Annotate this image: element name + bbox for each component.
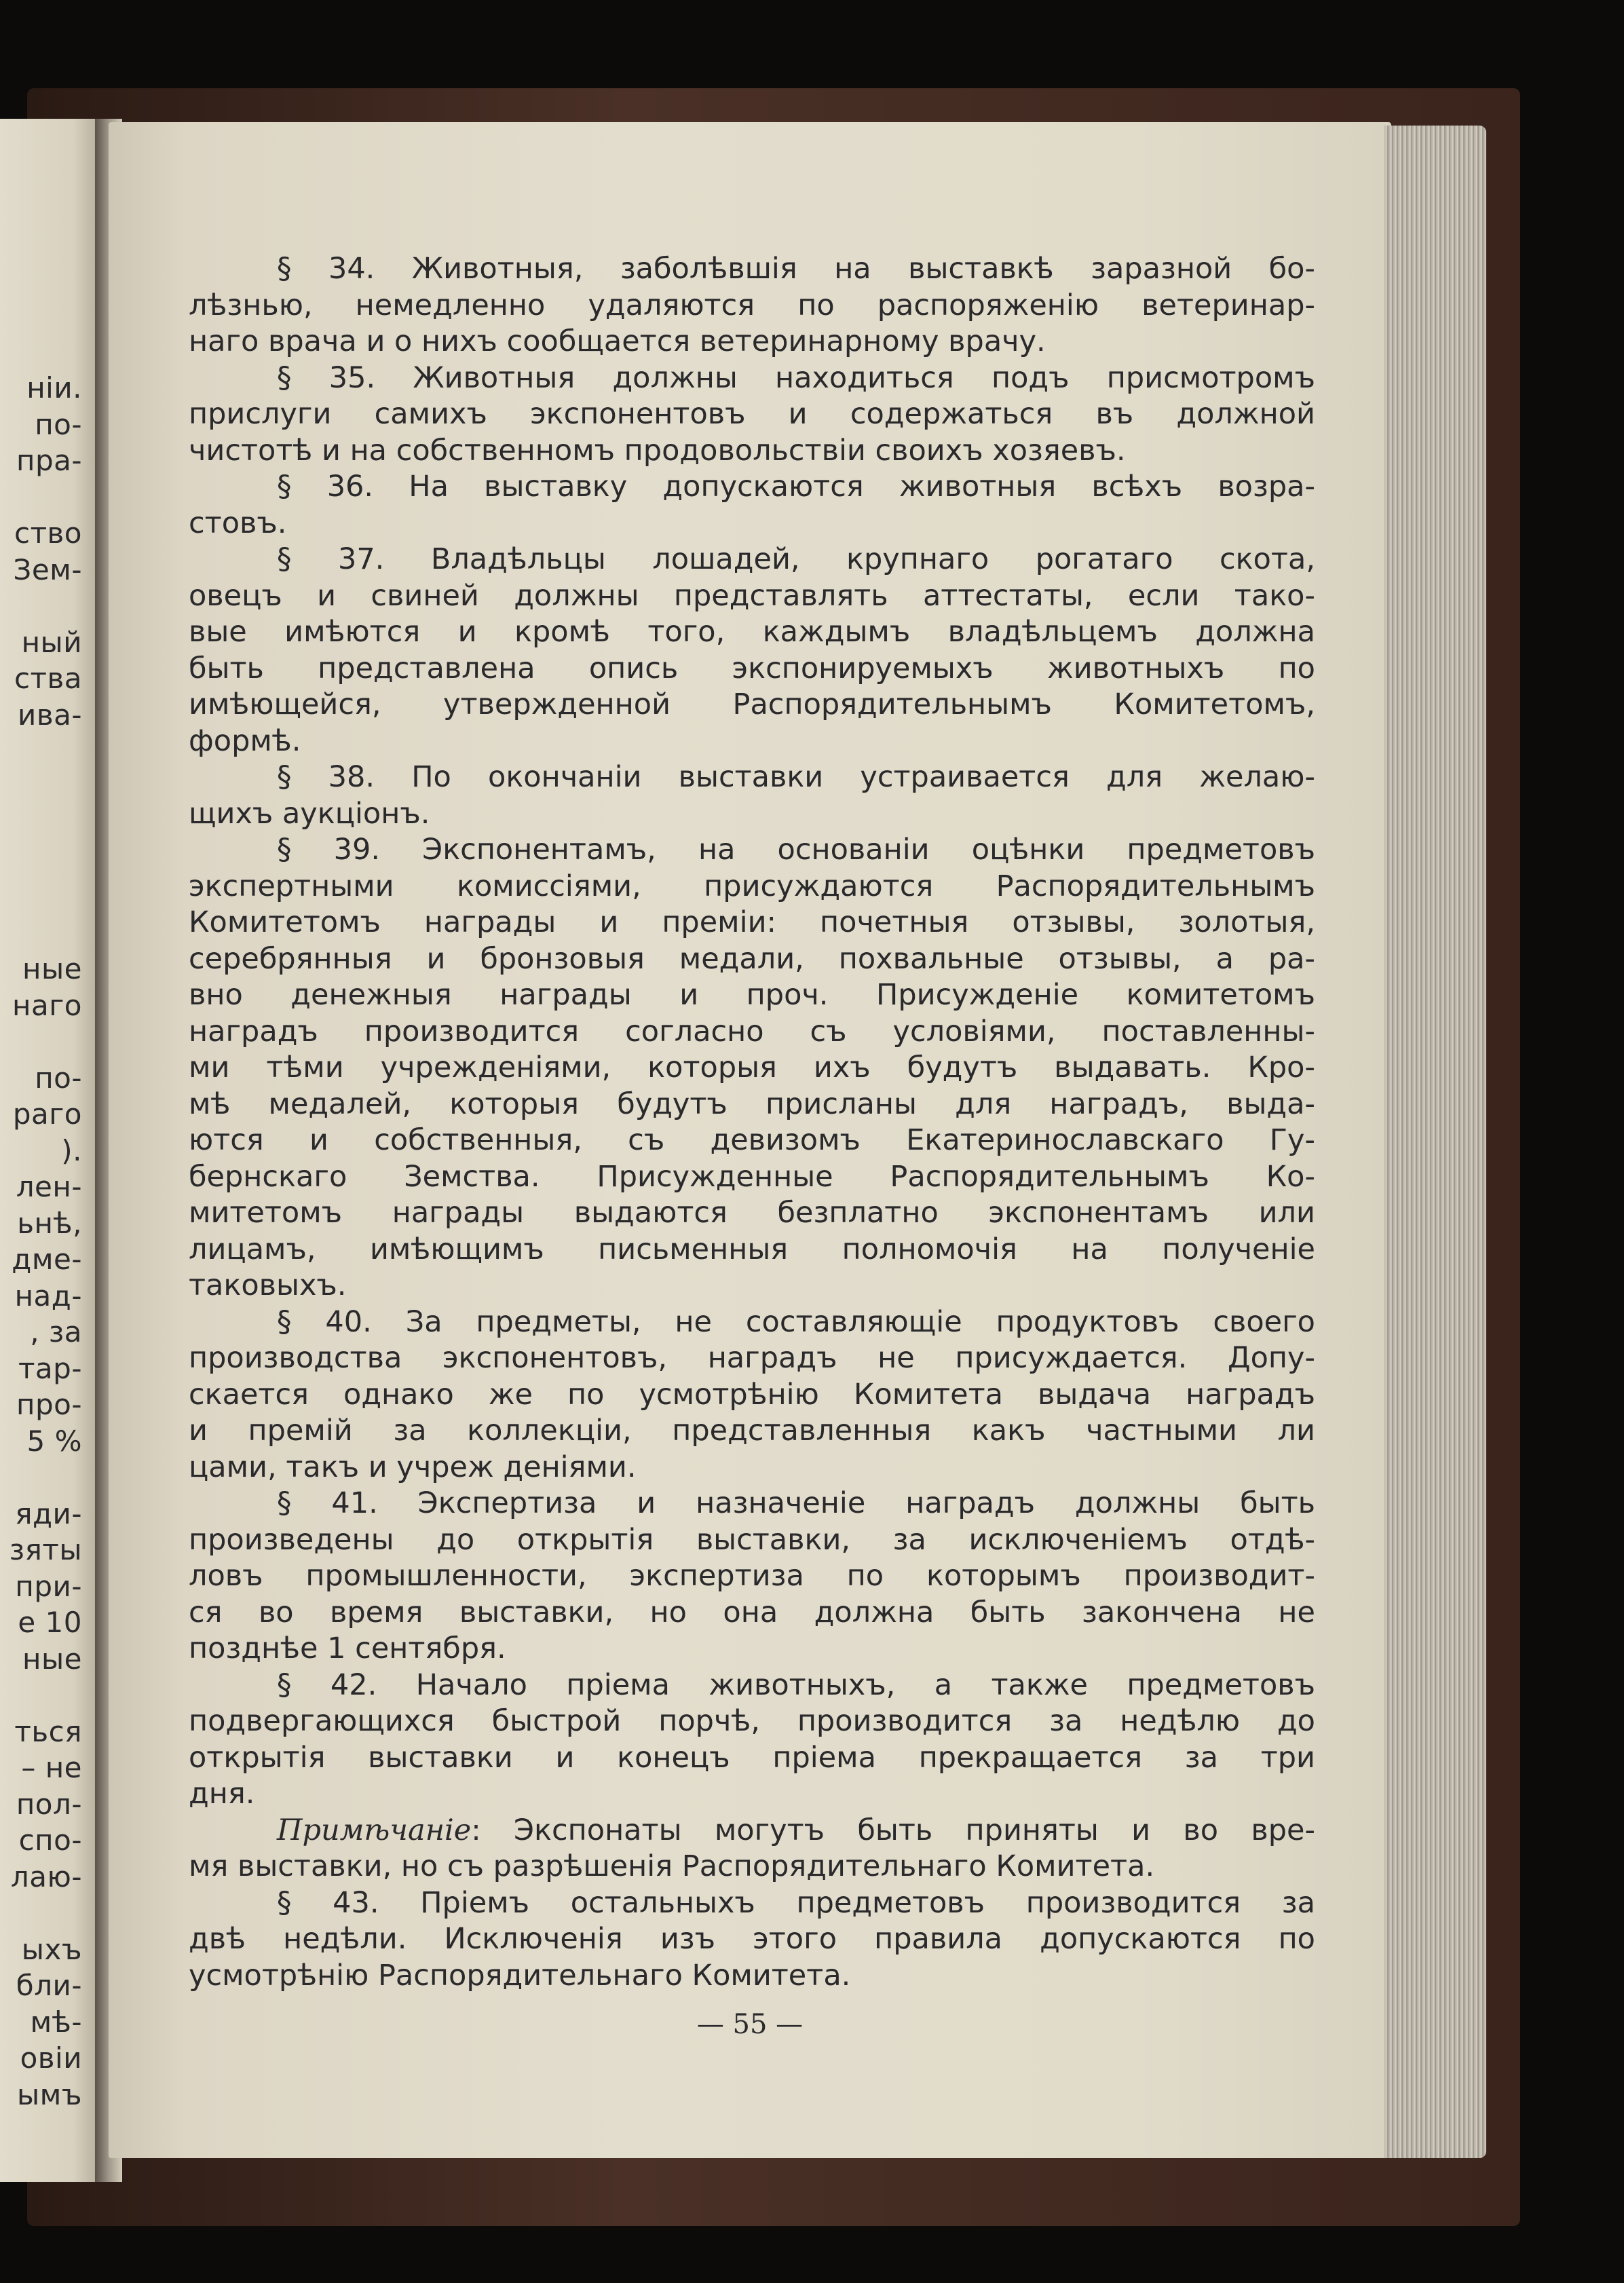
left-page-fragment: зяты: [9, 1533, 82, 1566]
text-line: бернскаго Земства. Присужденные Распорядительнымъ Ко-: [189, 1159, 1315, 1194]
left-page-fragment: ные: [22, 1642, 82, 1676]
left-page-fragment: над-: [14, 1279, 82, 1313]
left-page-fragment: по-: [35, 407, 82, 441]
text-line: двѣ недѣли. Исключенiя изъ этого правила допускаются по: [189, 1922, 1315, 1956]
left-page: [0, 119, 105, 2182]
text-line: серебрянныя и бронзовыя медали, похвальные отзывы, а ра-: [189, 941, 1315, 976]
text-line: цами, такъ и учреж денiями.: [189, 1450, 637, 1484]
paragraph-p40: [189, 1304, 1315, 1486]
text-line: чистотѣ и на собственномъ продовольствiи своихъ хозяевъ.: [189, 433, 1126, 468]
left-page-fragment: – не: [21, 1751, 82, 1784]
paragraph-p43: [189, 1885, 1315, 1995]
text-line: открытiя выставки и конецъ прiема прекращается за три: [189, 1740, 1315, 1775]
left-page-fragment: ные: [22, 952, 82, 985]
left-page-fragment: лаю-: [10, 1860, 82, 1893]
left-page-fragment: [0, 1023, 82, 1060]
left-page-fragment: [0, 588, 82, 624]
left-page-fragment: [0, 733, 82, 770]
text-line: позднѣе 1 сентября.: [189, 1631, 506, 1665]
text-line: мя выставки, но съ разрѣшенiя Распорядительнаго Комитета.: [189, 1849, 1155, 1883]
left-page-fragment: бли-: [16, 1969, 82, 2002]
left-page-fragment: [0, 770, 82, 806]
text-line: § 35. Животныя должны находиться подъ присмотромъ: [277, 360, 1315, 395]
text-line: ются и собственныя, съ девизомъ Екатеринославскаго Гу-: [189, 1123, 1315, 1157]
left-page-fragment: [0, 878, 82, 915]
left-page-fragments: [0, 370, 82, 2113]
left-page-fragment: [0, 479, 82, 516]
left-page-fragment: наго: [12, 988, 82, 1022]
left-page-fragment: при-: [15, 1569, 82, 1603]
left-page-fragment: лен-: [16, 1170, 82, 1203]
note-label: Примѣчанiе: [277, 1813, 472, 1847]
paragraph-p41: [189, 1486, 1315, 1667]
left-page-fragment: ).: [61, 1133, 82, 1167]
paragraph-p37: [189, 542, 1315, 759]
left-page-fragment: тар-: [18, 1351, 82, 1385]
text-line: дня.: [189, 1777, 255, 1811]
text-line: Комитетомъ награды и премiи: почетныя отзывы, золотыя,: [189, 905, 1315, 939]
left-page-fragment: [0, 915, 82, 951]
left-page-fragment: ива-: [18, 698, 82, 732]
text-line: § 42. Начало прiема животныхъ, а также предметовъ: [277, 1667, 1315, 1702]
paragraph-p38: [189, 759, 1315, 832]
left-page-fragment: про-: [16, 1388, 82, 1421]
page-number: — 55 —: [696, 2009, 804, 2040]
text-line: § 41. Экспертиза и назначенiе наградъ должны быть: [277, 1486, 1315, 1520]
paragraph-p42: [189, 1667, 1315, 1813]
text-line: § 39. Экспонентамъ, на основанiи оцѣнки предметовъ: [277, 833, 1315, 867]
paragraph-p35: [189, 360, 1315, 470]
text-line: мѣ медалей, которыя будутъ присланы для наградъ, выда-: [189, 1087, 1315, 1121]
text-line: наградъ производится согласно съ условiями, поставленны-: [189, 1014, 1315, 1049]
left-page-fragment: по-: [35, 1061, 82, 1095]
paragraph-p34: [189, 251, 1315, 360]
text-line: произведены до открытiя выставки, за исключенiемъ отдѣ-: [189, 1522, 1315, 1557]
left-page-fragment: нiи.: [26, 371, 82, 404]
text-line: щихъ аукцiонъ.: [189, 796, 430, 831]
text-line: наго врача и о нихъ сообщается ветеринарному врачу.: [189, 324, 1046, 358]
left-page-fragment: [0, 1677, 82, 1714]
text-line: § 40. За предметы, не составляющiе продуктовъ своего: [277, 1304, 1315, 1339]
text-line: митетомъ награды выдаются безплатно экспонентамъ или: [189, 1196, 1315, 1230]
text-line: вые имѣются и кромѣ того, каждымъ владѣльцемъ должна: [189, 615, 1315, 649]
text-line: производства экспонентовъ, наградъ не присуждается. Допу-: [189, 1341, 1315, 1375]
left-page-fragment: ымъ: [16, 2077, 82, 2111]
text-line: ся во время выставки, но она должна быть закончена не: [189, 1595, 1315, 1629]
left-page-fragment: овiи: [20, 2041, 82, 2075]
text-line: овецъ и свиней должны представлять аттестаты, если тако-: [189, 578, 1315, 613]
left-page-fragment: дме-: [12, 1243, 82, 1276]
left-page-fragment: пол-: [16, 1787, 82, 1821]
left-page-fragment: ства: [14, 662, 82, 695]
left-page-fragment: Зем-: [13, 552, 82, 586]
left-page-fragment: ьнѣ,: [17, 1206, 82, 1240]
text-line: [189, 1813, 1315, 1849]
text-line: таковыхъ.: [189, 1268, 347, 1302]
text-line: § 38. По окончанiи выставки устраивается для желаю-: [277, 760, 1315, 794]
text-line: ми тѣми учрежденiями, которыя ихъ будутъ выдавать. Кро-: [189, 1051, 1315, 1084]
text-line: § 43. Прiемъ остальныхъ предметовъ производится за: [277, 1885, 1315, 1920]
left-page-fragment: пра-: [16, 444, 82, 477]
text-line: формѣ.: [189, 723, 301, 758]
text-line: и премiй за коллекцiи, представленныя какъ частными ли: [189, 1414, 1315, 1448]
left-page-fragment: е 10: [18, 1606, 82, 1639]
page-body-text: [189, 251, 1315, 1994]
text-line: лицамъ, имѣющимъ письменныя полномочiя на полученiе: [189, 1232, 1315, 1266]
left-page-fragment: ыхъ: [21, 1932, 82, 1966]
text-line: лѣзнью, немедленно удаляются по распоряженiю ветеринар-: [189, 288, 1315, 322]
text-line: ловъ промышленности, экспертиза по которымъ производит-: [189, 1559, 1315, 1593]
left-page-fragment: яди-: [15, 1496, 82, 1530]
left-page-fragment: ный: [21, 625, 82, 659]
text-line: § 36. На выставку допускаются животныя всѣхъ возра-: [277, 470, 1315, 504]
left-page-fragment: [0, 1895, 82, 1931]
left-page-fragment: мѣ-: [30, 2005, 82, 2039]
text-line: усмотрѣнiю Распорядительнаго Комитета.: [189, 1958, 851, 1993]
text-line: быть представлена опись экспонируемыхъ животныхъ по: [189, 651, 1315, 685]
text-line: экспертными комиссiями, присуждаются Распорядительнымъ: [189, 869, 1315, 903]
page-edges: [1384, 126, 1486, 2158]
text-line: подвергающихся быстрой порчѣ, производится за недѣлю до: [189, 1704, 1315, 1738]
text-line: имѣющейся, утвержденной Распорядительнымъ Комитетомъ,: [189, 687, 1315, 721]
paragraph-p39: [189, 832, 1315, 1304]
left-page-fragment: раго: [12, 1097, 82, 1131]
left-page-fragment: ство: [14, 516, 82, 550]
text-line: стовъ.: [189, 506, 287, 540]
text-line: вно денежныя награды и проч. Присужденiе комитетомъ: [189, 978, 1315, 1012]
note-text: : Экспонаты могутъ быть приняты и во вре-: [471, 1813, 1315, 1847]
left-page-fragment: [0, 806, 82, 842]
text-line: § 34. Животныя, заболѣвшiя на выставкѣ заразной бо-: [277, 252, 1315, 286]
left-page-fragment: 5 %: [26, 1424, 82, 1458]
left-page-fragment: спо-: [18, 1824, 82, 1857]
paragraph-p36: [189, 469, 1315, 542]
text-line: § 37. Владѣльцы лошадей, крупнаго рогатаго скота,: [277, 542, 1315, 576]
left-page-fragment: ться: [14, 1714, 82, 1748]
left-page-fragment: [0, 1459, 82, 1496]
left-page-fragment: , за: [30, 1315, 82, 1348]
text-line: прислуги самихъ экспонентовъ и содержаться въ должной: [189, 397, 1315, 431]
paragraph-note: [189, 1813, 1315, 1885]
left-page-fragment: [0, 842, 82, 879]
text-line: скается однако же по усмотрѣнiю Комитета выдача наградъ: [189, 1377, 1315, 1412]
